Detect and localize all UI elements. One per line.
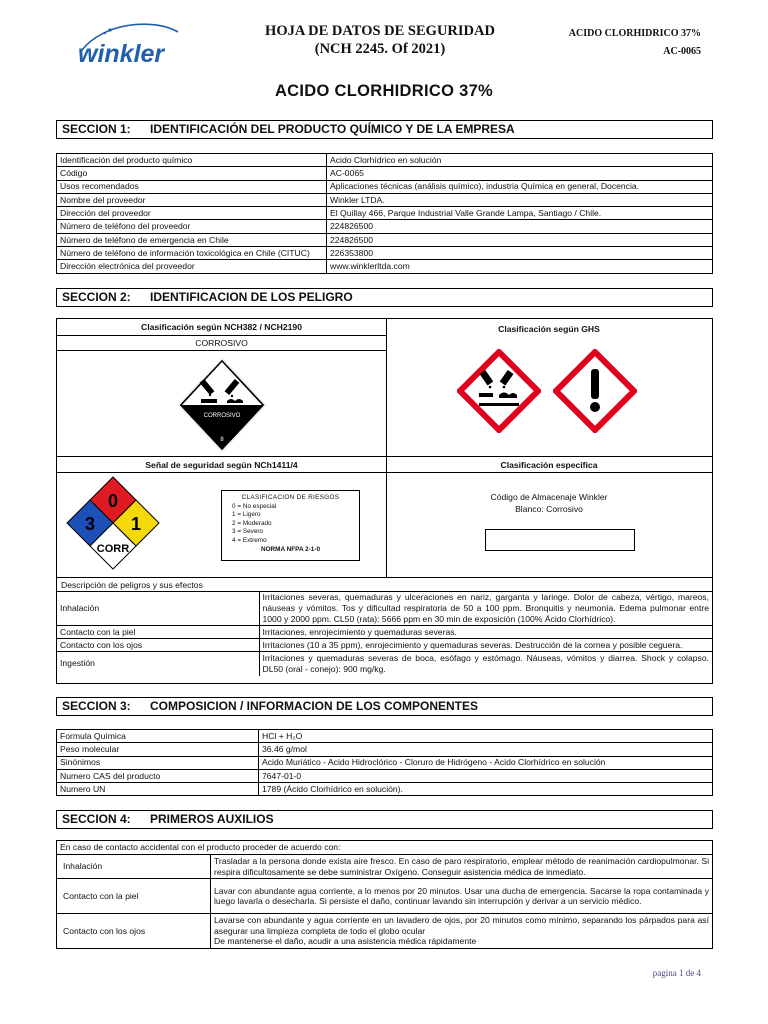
risk-classification-box: CLASIFICACION DE RIESGOS 0 = No especial 1 = Ligero 2 = Moderado 3 = Severo 4 = Extremo NORMA NFPA 2-1-0 [221, 490, 360, 561]
row-label: Ingestión [57, 652, 259, 676]
svg-text:winkler: winkler [78, 40, 165, 68]
section-1-table [56, 153, 713, 274]
row-label: Código [57, 167, 327, 180]
row-label: Numero UN [57, 783, 259, 796]
hazard-row [57, 652, 712, 676]
table-row [57, 180, 713, 193]
table-row [57, 743, 713, 756]
table-row [57, 260, 713, 273]
storage-color-box [485, 529, 635, 551]
hazards-label: Descripción de peligros y sus efectos [61, 580, 203, 590]
row-value: Aplicaciones técnicas (análisis químico), industria Química en general, Docencia. [327, 180, 713, 193]
header-product-code: ACIDO CLORHIDRICO 37% AC-0065 [568, 28, 701, 57]
row-value: Trasladar a la persona donde exista aire fresco. En caso de paro respiratorio, emplear método de reanimación cardiopulmonar. Si respira dificultosamente se debe suministrar Oxígeno. Conseguir asistencia médica de inmediato. [211, 855, 713, 879]
row-value: Irritaciones severas, quemaduras y ulceraciones en nariz, garganta y laringe. Dolor de cabeza, vértigo, mareos, náuseas y vómitos. Tos y dificultad respiratoria de 50 a 100 ppm. Bronquitis y neumonía. Edema pulmonar entre 1000 y 2000 ppm. CL50 (rata): 5666 ppm en 30 min de exposición (100% Ácido Clorhídrico). [259, 592, 712, 626]
row-label: Numero CAS del producto [57, 769, 259, 782]
row-label: Identificación del producto químico [57, 154, 327, 167]
corrosive-class8-pictogram [177, 357, 267, 453]
row-label: Dirección electrónica del proveedor [57, 260, 327, 273]
row-value: 226353800 [327, 247, 713, 260]
nch-class: CORROSIVO [195, 338, 248, 348]
row-value: Lavar con abundante agua corriente, a lo menos por 20 minutos. Usar una ducha de emergencia. Sacarse la ropa contaminada y luego lavarla o desecharla. Si persiste el daño, continuar lavando sin interrupción y derivar a un servicio médico. [211, 879, 713, 914]
first-aid-row [57, 855, 713, 879]
first-aid-row [57, 914, 713, 949]
row-value: 1789 (Ácido Clorhídrico en solución). [259, 783, 713, 796]
row-label: Número de teléfono del proveedor [57, 220, 327, 233]
row-label: Inhalación [57, 855, 211, 879]
section-2-box [56, 318, 713, 684]
svg-text:CORROSIVO: CORROSIVO [203, 413, 241, 419]
row-value: HCl + H₂O [259, 730, 713, 743]
section-2-header: SECCION 2: IDENTIFICACION DE LOS PELIGRO [56, 288, 713, 307]
hazards-table [57, 591, 712, 676]
row-label: Nombre del proveedor [57, 193, 327, 206]
row-value: Acido Muriático - Acido Hidroclórico - Cloruro de Hidrógeno - Acido Clorhídrico en solución [259, 756, 713, 769]
winkler-logo [74, 20, 184, 70]
row-label: Dirección del proveedor [57, 207, 327, 220]
svg-text:1: 1 [130, 514, 142, 534]
hazard-row [57, 639, 712, 652]
section-4-header: SECCION 4: PRIMEROS AUXILIOS [56, 810, 713, 829]
ghs-exclamation-pictogram [553, 349, 637, 433]
hazard-row [57, 592, 712, 626]
row-label: Número de teléfono de información toxicológica en Chile (CITUC) [57, 247, 327, 260]
table-row [57, 730, 713, 743]
row-value: Acido Clorhídrico en solución [327, 154, 713, 167]
hazard-row [57, 626, 712, 639]
section-1-header: SECCION 1: IDENTIFICACIÓN DEL PRODUCTO QUÍMICO Y DE LA EMPRESA [56, 120, 713, 139]
svg-text:0: 0 [107, 491, 119, 511]
table-row [57, 193, 713, 206]
row-value: 224826500 [327, 233, 713, 246]
nch-classification-label: Clasificación según NCH382 / NCH2190 [141, 322, 302, 332]
row-label: Sinónimos [57, 756, 259, 769]
section-4-table [56, 840, 713, 949]
table-row [57, 154, 713, 167]
section-3-table [56, 729, 713, 796]
storage-code-label: Código de Almacenaje Winkler [490, 492, 608, 502]
row-label: Inhalación [57, 592, 259, 626]
svg-text:8: 8 [220, 437, 224, 443]
table-row [57, 756, 713, 769]
svg-text:3: 3 [84, 514, 96, 534]
table-row [57, 769, 713, 782]
nfpa-diamond-icon [65, 475, 161, 573]
table-row [57, 783, 713, 796]
document-title: ACIDO CLORHIDRICO 37% [274, 82, 494, 100]
row-value: Irritaciones y quemaduras severas de boca, esófago y estómago. Náuseas, vómitos y diarrea. Shock y colapso. DL50 (oral - conejo): 900 mg/kg. [259, 652, 712, 676]
row-label: Contacto con los ojos [57, 914, 211, 949]
ghs-corrosion-pictogram [457, 349, 541, 433]
row-label: Formula Química [57, 730, 259, 743]
row-value: AC-0065 [327, 167, 713, 180]
table-row [57, 247, 713, 260]
first-aid-row [57, 879, 713, 914]
table-row [57, 233, 713, 246]
table-row [57, 167, 713, 180]
row-value: Irritaciones, enrojecimiento y quemaduras severas. [259, 626, 712, 639]
row-label: Contacto con los ojos [57, 639, 259, 652]
row-value: 7647-01-0 [259, 769, 713, 782]
table-row [57, 220, 713, 233]
specific-classification-label: Clasificación específica [500, 460, 598, 470]
sheet-title: HOJA DE DATOS DE SEGURIDAD (NCH 2245. Of 2021) [265, 23, 495, 57]
row-value: Irritaciones (10 a 35 ppm), enrojecimiento y quemaduras severas. Destrucción de la cornea y posible ceguera. [259, 639, 712, 652]
row-value: www.winklerltda.com [327, 260, 713, 273]
row-value: 36.46 g/mol [259, 743, 713, 756]
svg-text:CORR: CORR [96, 543, 130, 555]
row-label: Usos recomendados [57, 180, 327, 193]
row-label: Peso molecular [57, 743, 259, 756]
row-value: 224826500 [327, 220, 713, 233]
table-row [57, 207, 713, 220]
first-aid-intro: En caso de contacto accidental con el producto proceder de acuerdo con: [57, 841, 713, 855]
row-label: Contacto con la piel [57, 879, 211, 914]
row-value: Winkler LTDA. [327, 193, 713, 206]
section-3-header: SECCION 3: COMPOSICION / INFORMACION DE LOS COMPONENTES [56, 697, 713, 716]
nch1411-label: Señal de seguridad según NCh1411/4 [145, 460, 298, 470]
row-label: Número de teléfono de emergencia en Chile [57, 233, 327, 246]
row-value: El Quillay 466, Parque Industrial Valle Grande Lampa, Santiago / Chile. [327, 207, 713, 220]
page-number: pagina 1 de 4 [652, 968, 701, 978]
row-label: Contacto con la piel [57, 626, 259, 639]
storage-code-value: Blanco: Corrosivo [515, 504, 583, 514]
row-value: Lavarse con abundante y agua corriente en un lavadero de ojos, por 20 minutos como mínimo, separando los párpados para así asegurar una limpieza completa de todo el globo ocular De mantenerse el daño, acudir a una asistencia médica rápidamente [211, 914, 713, 949]
ghs-classification-label: Clasificación según GHS [498, 324, 600, 334]
